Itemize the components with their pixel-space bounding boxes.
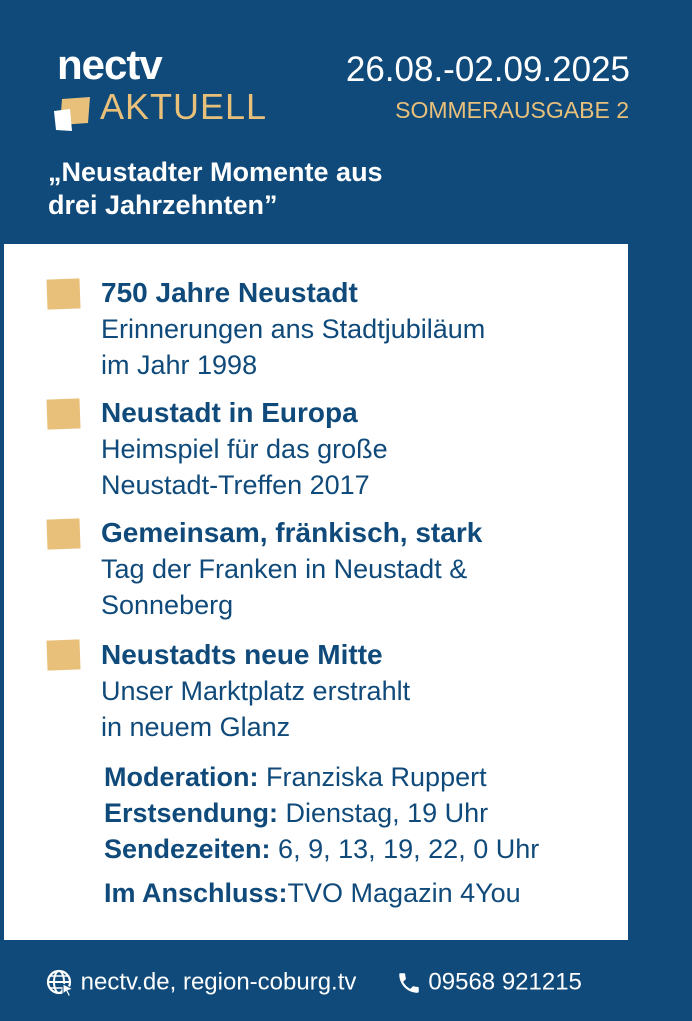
topic-desc-line-1: Unser Marktplatz erstrahlt — [101, 676, 411, 706]
topic-desc-line-1: Tag der Franken in Neustadt & — [101, 554, 468, 584]
topic-title: 750 Jahre Neustadt — [101, 277, 358, 308]
edition-label: SOMMERAUSGABE 2 — [395, 97, 629, 123]
topic-desc-line-2: in neuem Glanz — [101, 712, 291, 742]
headline-line-2: drei Jahrzehnten” — [48, 190, 278, 220]
moderation-label: Moderation: — [104, 762, 259, 792]
topic-title: Neustadts neue Mitte — [101, 639, 383, 670]
website-links[interactable]: nectv.de, region-coburg.tv — [80, 968, 357, 996]
topic-desc-line-2: Neustadt-Treffen 2017 — [101, 470, 370, 500]
moderation-row — [104, 759, 624, 795]
globe-icon — [46, 969, 74, 997]
airtimes-row — [104, 831, 624, 867]
topic-title: Gemeinsam, fränkisch, stark — [101, 517, 483, 548]
topic-item — [101, 515, 601, 623]
follow-up-value: TVO Magazin 4You — [287, 878, 521, 908]
follow-up-label: Im Anschluss: — [104, 878, 288, 908]
airtimes-label: Sendezeiten: — [104, 834, 271, 864]
topic-title: Neustadt in Europa — [101, 397, 358, 428]
topic-item — [101, 395, 601, 503]
topic-desc-line-2: im Jahr 1998 — [101, 350, 258, 380]
bullet-icon — [46, 639, 80, 670]
topic-item — [101, 637, 601, 745]
headline — [48, 156, 648, 222]
first-broadcast-row — [104, 795, 624, 831]
follow-up-row — [104, 875, 624, 911]
first-broadcast-label: Erstsendung: — [104, 798, 279, 828]
logo-aktuell: AKTUELL — [100, 86, 268, 127]
topic-desc-line-1: Heimspiel für das große — [101, 434, 388, 464]
topic-desc-line-1: Erinnerungen ans Stadtjubiläum — [101, 314, 486, 344]
airtimes-value: 6, 9, 13, 19, 22, 0 Uhr — [270, 834, 540, 864]
bullet-icon — [46, 278, 80, 309]
broadcast-info — [104, 759, 624, 911]
bullet-icon — [46, 518, 80, 549]
bullet-icon — [46, 398, 80, 429]
phone-number[interactable]: 09568 921215 — [428, 968, 582, 996]
topic-desc-line-2: Sonneberg — [101, 590, 234, 620]
footer — [46, 964, 646, 1001]
date-range: 26.08.-02.09.2025 — [345, 50, 630, 89]
topic-item — [101, 275, 601, 383]
logo-nectv: nectv — [57, 41, 162, 88]
phone-icon — [396, 970, 422, 996]
headline-line-1: „Neustadter Momente aus — [48, 157, 383, 187]
moderation-value: Franziska Ruppert — [258, 762, 487, 792]
logo-mark-icon — [54, 97, 90, 131]
first-broadcast-value: Dienstag, 19 Uhr — [278, 798, 489, 828]
